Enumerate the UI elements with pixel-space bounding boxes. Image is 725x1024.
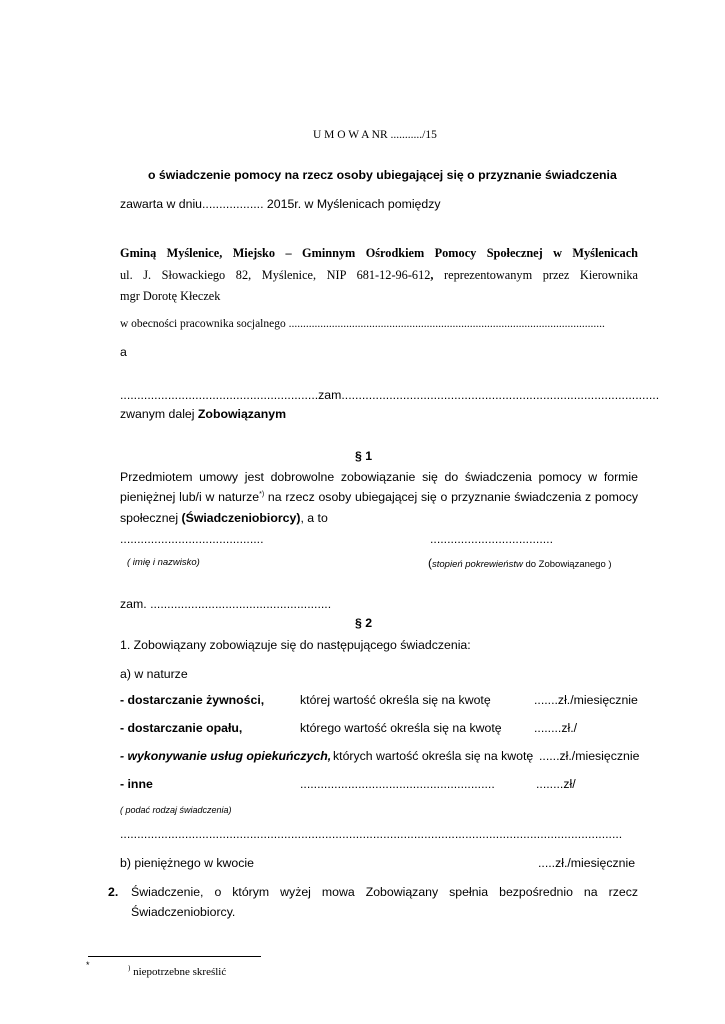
section1-line3 xyxy=(120,511,328,525)
footnote-sup: ) xyxy=(128,964,131,972)
specify-label: ( podać rodzaj świadczenia) xyxy=(120,805,232,815)
party1-address-comma: , xyxy=(430,268,434,282)
party1-name: Gminą Myślenice, Miejsko – Gminnym Ośrodkiem Pomocy Społecznej w Myślenicach xyxy=(120,246,638,260)
and-word: a xyxy=(120,345,127,359)
party1-address-text: ul. J. Słowackiego 82, Myślenice, NIP 681-12-96-612 xyxy=(120,268,431,282)
fuel-label: - dostarczanie opału, xyxy=(120,721,243,735)
document-subtitle: o świadczenie pomocy na rzecz osoby ubiegającej się o przyznanie świadczenia xyxy=(148,168,617,182)
care-desc: których wartość określa się na kwotę xyxy=(333,749,534,763)
beneficiary-term: (Świadczeniobiorcy) xyxy=(181,511,301,525)
section1-line2-text: pieniężnej lub/i w naturze xyxy=(120,490,260,504)
witness-line: w obecności pracownika socjalnego .............................................................................................................. xyxy=(120,318,605,330)
document-title: U M O W A NR .........../15 xyxy=(313,129,437,141)
footnote-ref: *) xyxy=(259,491,265,498)
name-dots: .......................................... xyxy=(120,532,264,546)
care-label: - wykonywanie usług opiekuńczych, xyxy=(120,749,332,763)
party1-address xyxy=(120,268,638,283)
other-amount: ........zł/ xyxy=(536,777,576,791)
kinship-label-rest: do Zobowiązanego ) xyxy=(522,559,612,570)
name-label: ( imię i nazwisko) xyxy=(127,557,200,568)
party2-named-term: Zobowiązanym xyxy=(197,407,287,421)
other-label: - inne xyxy=(120,777,153,791)
food-desc: której wartość określa się na kwotę xyxy=(300,693,491,707)
fuel-amount: ........zł./ xyxy=(534,721,578,735)
section2-point1: 1. Zobowiązany zobowiązuje się do następującego świadczenia: xyxy=(120,638,471,652)
fuel-desc: którego wartość określa się na kwotę xyxy=(300,721,502,735)
cash-label: b) pieniężnego w kwocie xyxy=(120,856,254,870)
party2-line: ..........................................................zam............................................................................................. xyxy=(120,388,660,402)
kinship-label-italic: stopień pokrewieństw xyxy=(432,559,523,570)
section2-point2-line2: Świadczeniobiorcy. xyxy=(131,905,236,919)
in-kind-label: a) w naturze xyxy=(120,667,188,681)
other-desc: ......................................................... xyxy=(300,777,495,791)
section1-line2-rest: na rzecz osoby ubiegającej się o przyznanie świadczenia z pomocy xyxy=(264,490,638,504)
food-amount: .......zł./miesięcznie xyxy=(534,693,638,707)
section2-point2-line1: Świadczenie, o którym wyżej mowa Zobowiązany spełnia bezpośrednio na rzecz xyxy=(131,885,638,899)
kinship-label-open: ( xyxy=(428,556,432,570)
specify-dots: ................................................................................................................................................... xyxy=(120,827,623,841)
footnote-text xyxy=(128,964,226,978)
section1-line2 xyxy=(120,490,638,504)
footnote-mark: * xyxy=(86,960,90,970)
section1-line3-rest: , a to xyxy=(300,511,328,525)
footnote-separator xyxy=(88,956,261,957)
section2-point2-number: 2. xyxy=(108,885,119,899)
beneficiary-address: zam. ..................................................... xyxy=(120,597,332,611)
section1-line1: Przedmiotem umowy jest dobrowolne zobowiązanie się do świadczenia pomocy w formie xyxy=(120,470,638,484)
party2-named xyxy=(120,407,286,421)
care-amount: ......zł./miesięcznie xyxy=(539,749,640,763)
section1-heading: § 1 xyxy=(355,449,373,463)
party1-representative: mgr Dorotę Kłeczek xyxy=(120,289,221,303)
footnote-body: niepotrzebne skreślić xyxy=(130,966,227,978)
kinship-label xyxy=(428,556,612,570)
food-label: - dostarczanie żywności, xyxy=(120,693,265,707)
section1-line3-text: społecznej xyxy=(120,511,182,525)
party2-named-prefix: zwanym dalej xyxy=(120,407,198,421)
party1-representation: reprezentowanym przez Kierownika xyxy=(433,268,638,282)
kinship-dots: .................................... xyxy=(430,532,553,546)
intro-line: zawarta w dniu.................. 2015r. w Myślenicach pomiędzy xyxy=(120,197,441,211)
section2-heading: § 2 xyxy=(355,616,373,630)
cash-amount: .....zł./miesięcznie xyxy=(538,856,636,870)
